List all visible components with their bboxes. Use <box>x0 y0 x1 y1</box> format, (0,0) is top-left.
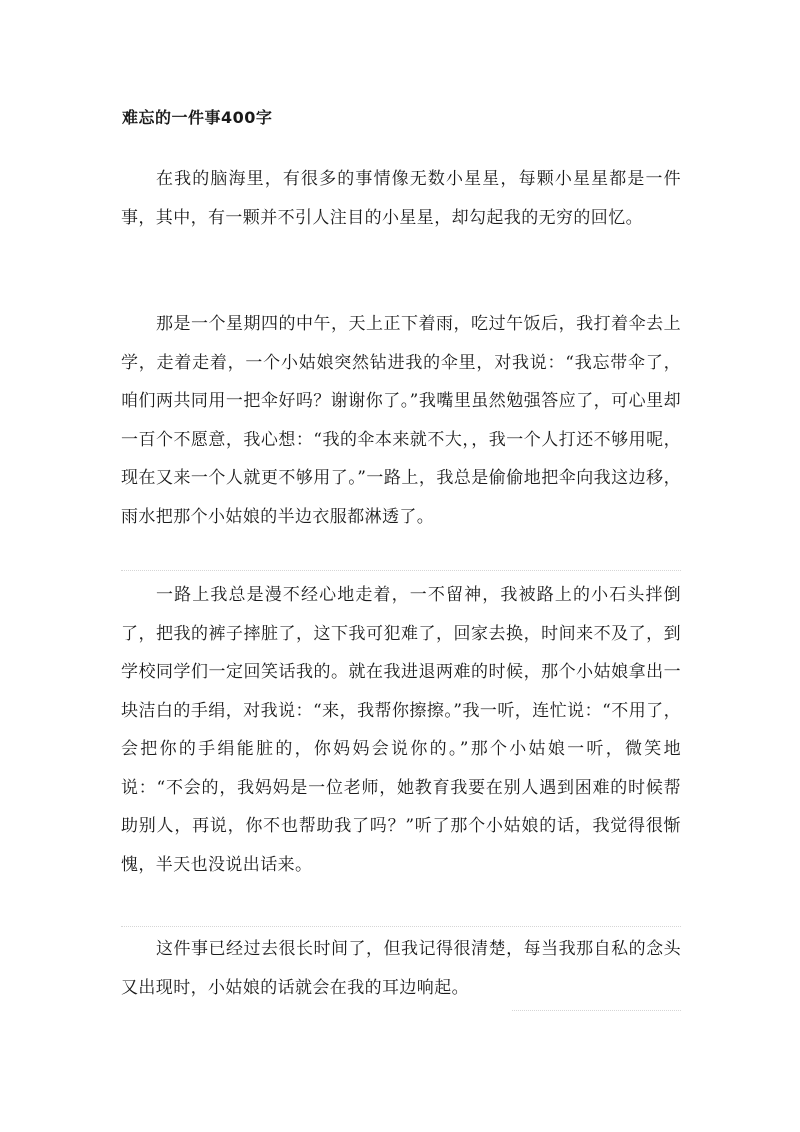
dotted-divider <box>121 570 681 571</box>
dotted-divider <box>512 1010 681 1011</box>
paragraph-4: 这件事已经过去很长时间了，但我记得很清楚，每当我那自私的念头又出现时，小姑娘的话就会在我的耳边响起。 <box>121 939 681 998</box>
paragraph-2: 那是一个星期四的中午，天上正下着雨，吃过午饭后，我打着伞去上学，走着走着，一个小姑娘突然钻进我的伞里，对我说：“我忘带伞了，咱们两共同用一把伞好吗？谢谢你了。”我嘴里虽然勉强答应了，可心里却一百个不愿意，我心想：“我的伞本来就不大，，我一个人打还不够用呢，现在又来一个人就更不够用了。”一路上，我总是偷偷地把伞向我这边移，雨水把那个小姑娘的半边衣服都淋透了。 <box>121 314 681 527</box>
document-title: 难忘的一件事400字 <box>122 108 273 127</box>
dotted-divider <box>121 926 681 927</box>
paragraph-3: 一路上我总是漫不经心地走着，一不留神，我被路上的小石头拌倒了，把我的裤子摔脏了，这下我可犯难了，回家去换，时间来不及了，到学校同学们一定回笑话我的。就在我进退两难的时候，那个小姑娘拿出一块洁白的手绢，对我说：“来，我帮你擦擦。”我一听，连忙说：“不用了，会把你的手绢能脏的，你妈妈会说你的。”那个小姑娘一听，微笑地说：“不会的，我妈妈是一位老师，她教育我要在别人遇到困难的时候帮助别人，再说，你不也帮助我了吗？”听了那个小姑娘的话，我觉得很惭愧，半天也没说出话来。 <box>121 585 681 875</box>
paragraph-1: 在我的脑海里，有很多的事情像无数小星星，每颗小星星都是一件事，其中，有一颗并不引人注目的小星星，却勾起我的无穷的回忆。 <box>121 169 681 228</box>
